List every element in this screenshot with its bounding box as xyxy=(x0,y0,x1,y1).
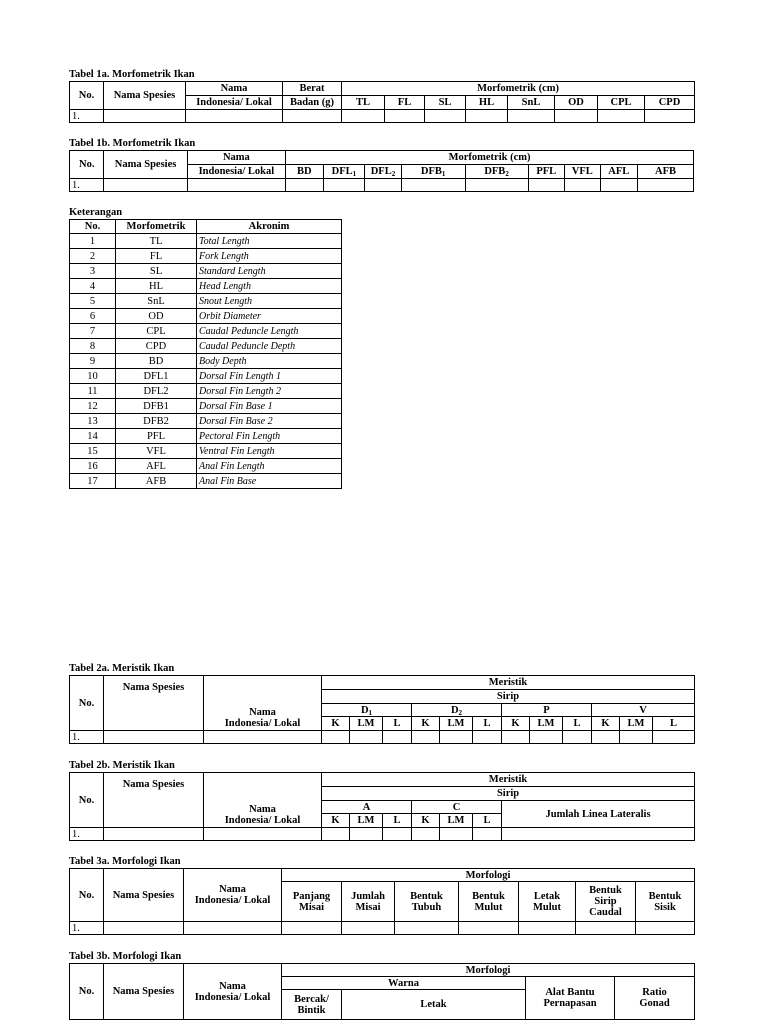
header-bd: BD xyxy=(286,165,324,179)
header-l: L xyxy=(383,717,412,731)
header-k: K xyxy=(412,717,440,731)
ket-morfometrik: CPD xyxy=(116,339,197,354)
header-morfometrik: Morfometrik (cm) xyxy=(342,82,695,96)
table-1a-caption: Tabel 1a. Morfometrik Ikan xyxy=(69,69,195,80)
ket-no: 1 xyxy=(70,234,116,249)
keterangan-row xyxy=(70,309,342,324)
header-nama-lokal-line1: Nama xyxy=(187,151,285,165)
ket-no: 3 xyxy=(70,264,116,279)
table-3a xyxy=(69,868,695,935)
table-1b-caption: Tabel 1b. Morfometrik Ikan xyxy=(69,138,196,149)
keterangan-row xyxy=(70,354,342,369)
keterangan-row xyxy=(70,339,342,354)
header-afb: AFB xyxy=(638,165,694,179)
keterangan-row xyxy=(70,459,342,474)
header-nama-spesies: Nama Spesies xyxy=(104,869,184,922)
table-2b-section xyxy=(69,760,695,841)
ket-no: 11 xyxy=(70,384,116,399)
header-nama-lokal: Nama Indonesia/ Lokal xyxy=(204,676,322,731)
row-number: 1. xyxy=(70,828,104,841)
header-sirip: Sirip xyxy=(322,787,695,801)
keterangan-row xyxy=(70,474,342,489)
ket-akronim: Dorsal Fin Length 2 xyxy=(197,384,342,399)
header-nama-lokal: Nama Indonesia/ Lokal xyxy=(184,964,282,1020)
table-2a-caption: Tabel 2a. Meristik Ikan xyxy=(69,663,175,674)
header-no: No. xyxy=(70,869,104,922)
table-3b-caption: Tabel 3b. Morfologi Ikan xyxy=(69,951,182,962)
table-1a xyxy=(69,81,695,123)
header-c: C xyxy=(412,801,502,814)
header-k: K xyxy=(502,717,530,731)
ket-morfometrik: AFB xyxy=(116,474,197,489)
ket-no: 9 xyxy=(70,354,116,369)
keterangan-row xyxy=(70,444,342,459)
header-morfologi: Morfologi xyxy=(282,869,695,882)
ket-morfometrik: DFL1 xyxy=(116,369,197,384)
header-morfologi: Morfologi xyxy=(282,964,695,977)
header-bentuk-sisik: Bentuk Sisik xyxy=(636,882,695,922)
ket-akronim: Snout Length xyxy=(197,294,342,309)
keterangan-row xyxy=(70,249,342,264)
ket-morfometrik: SL xyxy=(116,264,197,279)
keterangan-row xyxy=(70,294,342,309)
header-no: No. xyxy=(70,82,104,110)
header-nama-spesies: Nama Spesies xyxy=(104,151,187,179)
header-lm: LM xyxy=(620,717,653,731)
table-1b xyxy=(69,150,694,192)
ket-no: 16 xyxy=(70,459,116,474)
header-meristik: Meristik xyxy=(322,676,695,690)
header-panjang-misai: Panjang Misai xyxy=(282,882,342,922)
header-lm: LM xyxy=(350,814,383,828)
header-tl: TL xyxy=(342,96,385,110)
header-k: K xyxy=(322,814,350,828)
ket-no: 6 xyxy=(70,309,116,324)
header-p: P xyxy=(502,704,592,717)
ket-akronim: Orbit Diameter xyxy=(197,309,342,324)
table-2b-caption: Tabel 2b. Meristik Ikan xyxy=(69,760,175,771)
ket-akronim: Standard Length xyxy=(197,264,342,279)
header-nama-lokal: Nama Indonesia/ Lokal xyxy=(204,773,322,828)
table-row xyxy=(70,731,695,744)
header-l: L xyxy=(473,717,502,731)
header-sl: SL xyxy=(425,96,466,110)
header-no: No. xyxy=(70,151,104,179)
keterangan-table xyxy=(69,219,342,489)
ket-no: 2 xyxy=(70,249,116,264)
header-k: K xyxy=(412,814,440,828)
header-bercak-bintik: Bercak/ Bintik xyxy=(282,990,342,1020)
keterangan-row xyxy=(70,429,342,444)
ket-header-morfometrik: Morfometrik xyxy=(116,220,197,234)
header-lm: LM xyxy=(440,717,473,731)
header-cpl: CPL xyxy=(598,96,645,110)
header-vfl: VFL xyxy=(565,165,601,179)
ket-morfometrik: DFL2 xyxy=(116,384,197,399)
ket-no: 4 xyxy=(70,279,116,294)
table-3b xyxy=(69,963,695,1020)
table-row xyxy=(70,922,695,935)
table-2a xyxy=(69,675,695,744)
ket-no: 5 xyxy=(70,294,116,309)
header-d1: $D_1$ xyxy=(322,704,412,717)
header-dfl1: $DFL_1$ xyxy=(323,165,365,179)
header-nama-spesies: Nama Spesies xyxy=(104,773,204,828)
ket-akronim: Fork Length xyxy=(197,249,342,264)
keterangan-row xyxy=(70,234,342,249)
keterangan-row xyxy=(70,324,342,339)
header-morfometrik: Morfometrik (cm) xyxy=(286,151,694,165)
keterangan-row xyxy=(70,264,342,279)
header-lm: LM xyxy=(440,814,473,828)
ket-no: 10 xyxy=(70,369,116,384)
keterangan-row xyxy=(70,414,342,429)
header-bentuk-sirip-caudal: Bentuk Sirip Caudal xyxy=(576,882,636,922)
ket-morfometrik: CPL xyxy=(116,324,197,339)
header-meristik: Meristik xyxy=(322,773,695,787)
header-no: No. xyxy=(70,676,104,731)
ket-morfometrik: DFB1 xyxy=(116,399,197,414)
ket-morfometrik: PFL xyxy=(116,429,197,444)
keterangan-row xyxy=(70,384,342,399)
header-hl: HL xyxy=(466,96,508,110)
header-letak-mulut: Letak Mulut xyxy=(519,882,576,922)
header-l: L xyxy=(383,814,412,828)
ket-morfometrik: TL xyxy=(116,234,197,249)
ket-akronim: Pectoral Fin Length xyxy=(197,429,342,444)
header-k: K xyxy=(322,717,350,731)
header-l: L xyxy=(563,717,592,731)
header-afl: AFL xyxy=(600,165,638,179)
header-berat-line1: Berat xyxy=(283,82,342,96)
ket-akronim: Anal Fin Length xyxy=(197,459,342,474)
header-berat-line2: Badan (g) xyxy=(283,96,342,110)
row-number: 1. xyxy=(70,179,104,192)
ket-header-no: No. xyxy=(70,220,116,234)
header-lm: LM xyxy=(350,717,383,731)
header-cpd: CPD xyxy=(645,96,695,110)
ket-morfometrik: VFL xyxy=(116,444,197,459)
header-snl: SnL xyxy=(508,96,555,110)
ket-no: 7 xyxy=(70,324,116,339)
ket-akronim: Head Length xyxy=(197,279,342,294)
header-warna: Warna xyxy=(282,977,526,990)
header-fl: FL xyxy=(385,96,425,110)
header-no: No. xyxy=(70,773,104,828)
header-a: A xyxy=(322,801,412,814)
ket-morfometrik: OD xyxy=(116,309,197,324)
header-l: L xyxy=(653,717,695,731)
table-3b-section xyxy=(69,951,695,1020)
header-l: L xyxy=(473,814,502,828)
table-2a-section xyxy=(69,663,695,744)
header-no: No. xyxy=(70,964,104,1020)
ket-akronim: Dorsal Fin Base 2 xyxy=(197,414,342,429)
table-1b-section xyxy=(69,138,694,192)
header-letak: Letak xyxy=(342,990,526,1020)
header-d2: $D_2$ xyxy=(412,704,502,717)
ket-no: 17 xyxy=(70,474,116,489)
header-bentuk-tubuh: Bentuk Tubuh xyxy=(395,882,459,922)
ket-akronim: Ventral Fin Length xyxy=(197,444,342,459)
keterangan-row xyxy=(70,399,342,414)
ket-akronim: Dorsal Fin Base 1 xyxy=(197,399,342,414)
header-alat-bantu-pernapasan: Alat Bantu Pernapasan xyxy=(526,977,615,1020)
ket-akronim: Anal Fin Base xyxy=(197,474,342,489)
ket-akronim: Body Depth xyxy=(197,354,342,369)
header-bentuk-mulut: Bentuk Mulut xyxy=(459,882,519,922)
keterangan-caption: Keterangan xyxy=(69,207,123,218)
header-sirip: Sirip xyxy=(322,690,695,704)
ket-akronim: Caudal Peduncle Length xyxy=(197,324,342,339)
ket-no: 15 xyxy=(70,444,116,459)
ket-morfometrik: FL xyxy=(116,249,197,264)
table-row xyxy=(70,110,695,123)
ket-akronim: Caudal Peduncle Depth xyxy=(197,339,342,354)
ket-morfometrik: BD xyxy=(116,354,197,369)
header-nama-spesies: Nama Spesies xyxy=(104,676,204,731)
table-3a-section xyxy=(69,856,695,935)
header-jumlah-misai: Jumlah Misai xyxy=(342,882,395,922)
ket-akronim: Total Length xyxy=(197,234,342,249)
header-k: K xyxy=(592,717,620,731)
header-jumlah-linea-lateralis: Jumlah Linea Lateralis xyxy=(502,801,695,828)
row-number: 1. xyxy=(70,731,104,744)
ket-morfometrik: HL xyxy=(116,279,197,294)
ket-header-akronim: Akronim xyxy=(197,220,342,234)
table-2b xyxy=(69,772,695,841)
ket-no: 12 xyxy=(70,399,116,414)
table-row xyxy=(70,828,695,841)
keterangan-section xyxy=(69,207,342,489)
ket-akronim: Dorsal Fin Length 1 xyxy=(197,369,342,384)
ket-no: 8 xyxy=(70,339,116,354)
header-ratio-gonad: Ratio Gonad xyxy=(615,977,695,1020)
table-row xyxy=(70,179,694,192)
header-nama-lokal-line2: Indonesia/ Lokal xyxy=(186,96,283,110)
header-dfl2: $DFL_2$ xyxy=(365,165,402,179)
table-3a-caption: Tabel 3a. Morfologi Ikan xyxy=(69,856,181,867)
header-nama-spesies: Nama Spesies xyxy=(104,964,184,1020)
header-dfb2: $DFB_2$ xyxy=(465,165,528,179)
header-nama-spesies: Nama Spesies xyxy=(104,82,186,110)
ket-no: 13 xyxy=(70,414,116,429)
keterangan-row xyxy=(70,279,342,294)
table-1a-section xyxy=(69,69,695,123)
ket-morfometrik: AFL xyxy=(116,459,197,474)
header-od: OD xyxy=(555,96,598,110)
ket-morfometrik: DFB2 xyxy=(116,414,197,429)
header-nama-lokal-line1: Nama xyxy=(186,82,283,96)
header-nama-lokal: Nama Indonesia/ Lokal xyxy=(184,869,282,922)
row-number: 1. xyxy=(70,110,104,123)
header-lm: LM xyxy=(530,717,563,731)
header-v: V xyxy=(592,704,695,717)
ket-no: 14 xyxy=(70,429,116,444)
header-dfb1: $DFB_1$ xyxy=(401,165,465,179)
ket-morfometrik: SnL xyxy=(116,294,197,309)
row-number: 1. xyxy=(70,922,104,935)
header-pfl: PFL xyxy=(528,165,565,179)
header-nama-lokal-line2: Indonesia/ Lokal xyxy=(187,165,285,179)
keterangan-row xyxy=(70,369,342,384)
